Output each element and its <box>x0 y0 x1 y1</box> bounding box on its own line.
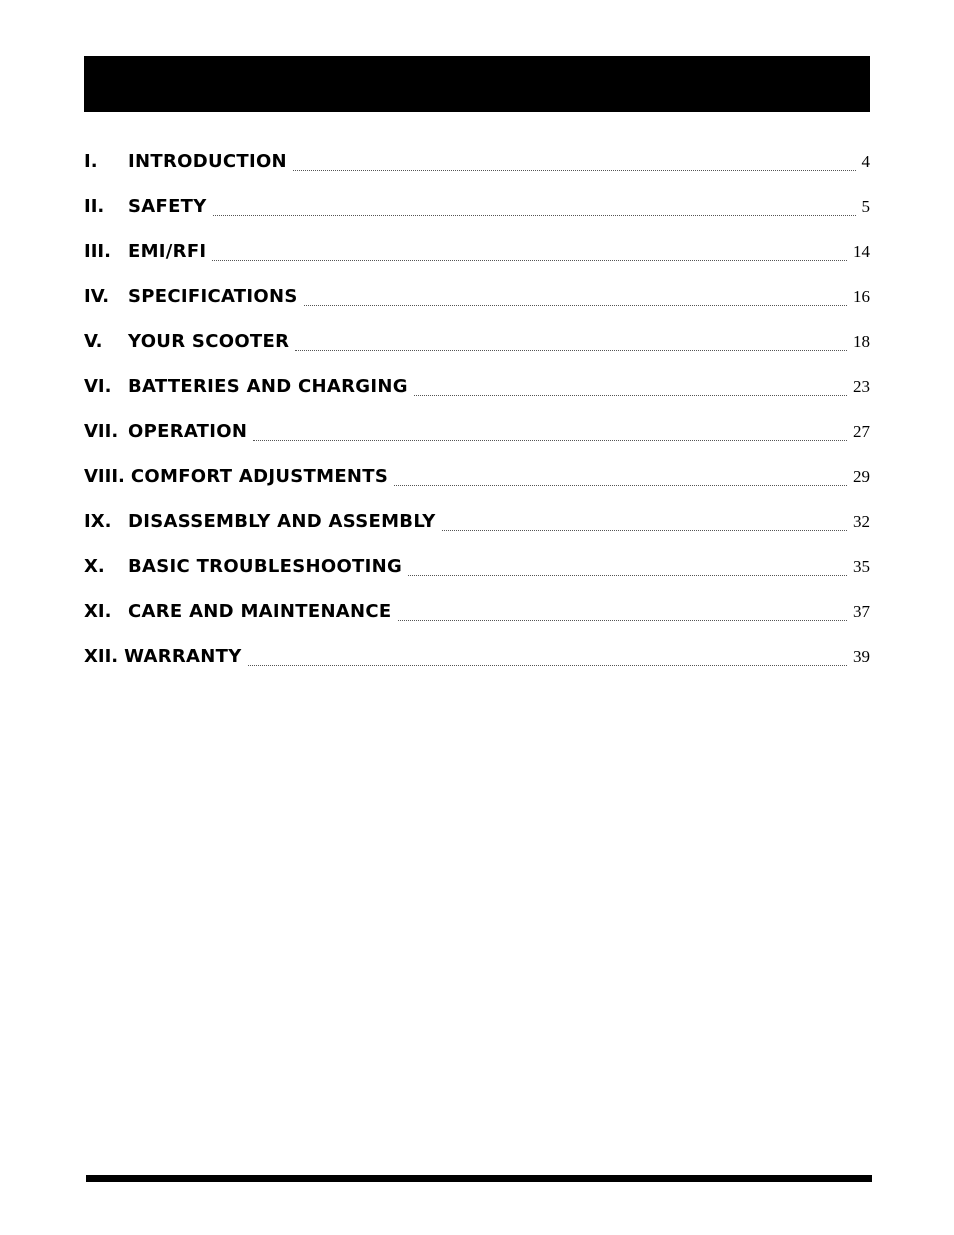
toc-entry-page: 35 <box>853 557 870 576</box>
toc-entry-page: 37 <box>853 602 870 621</box>
toc-entry-title: BASIC TROUBLESHOOTING <box>128 556 403 577</box>
toc-entry-title: SPECIFICATIONS <box>128 286 298 307</box>
toc-entry-number: III. <box>84 241 111 262</box>
toc-leader-dots <box>408 547 847 576</box>
toc-entry-page: 39 <box>853 647 870 666</box>
toc-leader-dots <box>295 322 847 351</box>
toc-entry-page: 32 <box>853 512 870 531</box>
toc-entry-page: 27 <box>853 422 870 441</box>
toc-entry-title: BATTERIES AND CHARGING <box>128 376 408 397</box>
toc-entry-title: DISASSEMBLY AND ASSEMBLY <box>128 511 436 532</box>
toc-leader-dots <box>442 502 847 531</box>
toc-entry-number: V. <box>84 331 103 352</box>
toc-entry-title: SAFETY <box>128 196 207 217</box>
toc-entry-number: IX. <box>84 511 112 532</box>
toc-entry-number: VIII. <box>84 466 125 487</box>
toc-leader-dots <box>414 367 847 396</box>
toc-leader-dots <box>213 187 856 216</box>
footer-bar <box>86 1175 872 1182</box>
toc-entry-number: IV. <box>84 286 110 307</box>
toc-leader-dots <box>253 412 847 441</box>
toc-leader-dots <box>304 277 847 306</box>
toc-entry-title: OPERATION <box>128 421 248 442</box>
toc-entry-title: WARRANTY <box>124 646 242 667</box>
toc-entry-page: 29 <box>853 467 870 486</box>
toc-entry-number: II. <box>84 196 105 217</box>
toc-entry-title: EMI/RFI <box>128 241 207 262</box>
toc-leader-dots <box>212 232 847 261</box>
toc-entry-page: 14 <box>853 242 870 261</box>
toc-entry-number: XI. <box>84 601 112 622</box>
toc-entry-number: XII. <box>84 646 119 667</box>
toc-entry-title: YOUR SCOOTER <box>128 331 290 352</box>
toc-entry-title: INTRODUCTION <box>128 151 287 172</box>
toc-entry-number: VI. <box>84 376 112 397</box>
toc-entry-page: 16 <box>853 287 870 306</box>
toc-entry-page: 5 <box>861 197 870 216</box>
toc-entry-number: X. <box>84 556 105 577</box>
toc-leader-dots <box>398 592 847 621</box>
toc-entry-number: VII. <box>84 421 119 442</box>
toc-entry-title: COMFORT ADJUSTMENTS <box>130 466 389 487</box>
header-bar <box>84 56 870 112</box>
table-of-contents <box>84 148 870 688</box>
toc-entry-number: I. <box>84 151 98 172</box>
toc-entry-page: 23 <box>853 377 870 396</box>
toc-leader-dots <box>248 637 847 666</box>
toc-entry-page: 4 <box>861 152 870 171</box>
toc-entry-page: 18 <box>853 332 870 351</box>
toc-entry-warranty[interactable] <box>84 643 870 688</box>
toc-leader-dots <box>293 142 856 171</box>
toc-entry-title: CARE AND MAINTENANCE <box>128 601 392 622</box>
toc-leader-dots <box>394 457 847 486</box>
